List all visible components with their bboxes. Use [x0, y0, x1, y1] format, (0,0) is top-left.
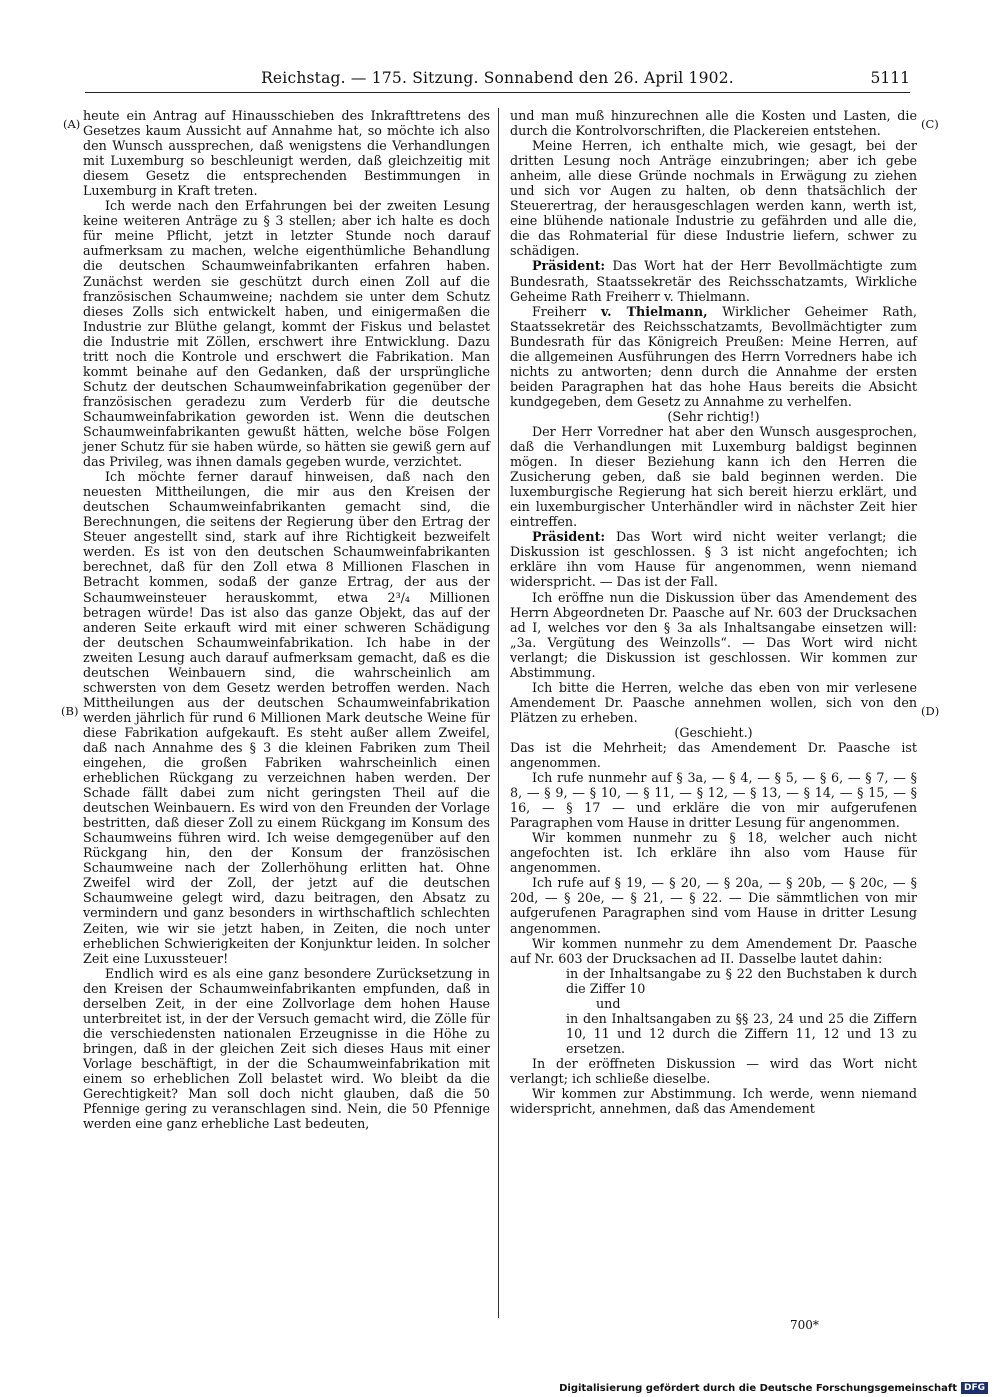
left-column: [83, 108, 490, 1131]
paragraph: Wir kommen nunmehr zu dem Amendement Dr. Paasche auf Nr. 603 der Drucksachen ad II. Dasselbe lautet dahin:: [510, 935, 917, 966]
speech-text: Das Wort hat der Herr Bevollmächtigte zum Bundesrath, Staatssekretär des Reichsschatzamts, Wirkliche Geheime Rath Freiherr v. Thielmann.: [510, 258, 917, 304]
paragraph: Wir kommen nunmehr zu § 18, welcher auch nicht angefochten ist. Ich erkläre ihn also vom Hause für angenommen.: [510, 830, 917, 876]
speaker-name: Präsident:: [532, 258, 606, 274]
paragraph: Ich rufe auf § 19, — § 20, — § 20a, — § 20b, — § 20c, — § 20d, — § 20e, — § 21, — § 22. — Die sämmtlichen von mir aufgerufenen Paragraphen sind vom Hause in dritter Lesung angenommen.: [510, 875, 917, 936]
margin-label-b: (B): [61, 704, 79, 718]
paragraph: Endlich wird es als eine ganz besondere Zurücksetzung in den Kreisen der Schaumweinfabrikanten empfunden, daß in derselben Zeit, in der eine Zollvorlage dem hohen Hause unterbreitet ist, in der der Versuch gemacht wird, die Zölle für die verschiedensten nationalen Erzeugnisse in die Höhe zu bringen, daß in der gleichen Zeit sich dieses Haus mit einer Vorlage beschäftigt, in der die Schaumweinfabrikation mit einem so erheblichen Zoll belastet wird. Wo bleibt da die Gerechtigkeit? Man soll doch nicht glauben, daß die 50 Pfennige gering zu veranschlagen sind. Nein, die 50 Pfennige werden eine ganz erhebliche Last bedeuten,: [83, 965, 490, 1132]
margin-label-d: (D): [921, 704, 940, 718]
page-number: 5111: [870, 69, 910, 87]
sheet-signature: 700*: [790, 1318, 819, 1332]
paragraph: In der eröffneten Diskussion — wird das Wort nicht verlangt; ich schließe dieselbe.: [510, 1055, 917, 1086]
quoted-amendment: in der Inhaltsangabe zu § 22 den Buchstaben k durch die Ziffer 10: [566, 965, 917, 996]
speaker-paragraph: [510, 258, 917, 303]
speaker-prefix: Freiherr: [532, 303, 601, 319]
margin-label-c: (C): [921, 117, 939, 131]
speaker-paragraph: [510, 304, 917, 409]
paragraph: Der Herr Vorredner hat aber den Wunsch ausgesprochen, daß die Verhandlungen mit Luxemburg baldigst beginnen mögen. In dieser Beziehung kann ich den Herren die Zusicherung geben, daß sie bald beginnen werden. Die luxemburgische Regierung hat sich bereit hierzu erklärt, und ein luxemburgischer Unterhändler wird in nächster Zeit hier eintreffen.: [510, 423, 917, 530]
margin-label-a: (A): [63, 117, 81, 131]
paragraph: Ich rufe nunmehr auf § 3a, — § 4, — § 5, — § 6, — § 7, — § 8, — § 9, — § 10, — § 11, — § 12, — § 13, — § 14, — § 15, — § 16, — § 17 — und erkläre die von mir aufgerufenen Paragraphen vom Hause in dritter Lesung für angenommen.: [510, 770, 917, 831]
dfg-logo: DFG: [961, 1382, 988, 1394]
page-title: Reichstag. — 175. Sitzung. Sonnabend den 26. April 1902.: [261, 69, 734, 87]
footer-text: Digitalisierung gefördert durch die Deutsche Forschungsgemeinschaft: [559, 1382, 957, 1394]
quoted-amendment: in den Inhaltsangaben zu §§ 23, 24 und 25 die Ziffern 10, 11 und 12 durch die Ziffern 11, 12 und 13 zu ersetzen.: [566, 1010, 917, 1056]
column-divider: [498, 108, 499, 1318]
page-header: [85, 68, 910, 90]
paragraph: Ich werde nach den Erfahrungen bei der zweiten Lesung keine weiteren Anträge zu § 3 stellen; aber ich halte es doch für meine Pflicht, jetzt in letzter Stunde noch darauf aufmerksam zu machen, welche eigenthümliche Behandlung die deutschen Schaumweinfabrikanten erfahren haben. Zunächst werden sie geschützt durch einen Zoll auf die französischen Schaumweine; nachdem sie unter dem Schutz dieses Zolls sich entwickelt haben, und einigermaßen die Industrie zur Blüthe gelangt, kommt der Fiskus und belastet die Industrie mit Zöllen, erschwert ihre Entwicklung. Dazu tritt noch die Kontrole und erschwert die Fabrikation. Man kommt beinahe auf den Gedanken, daß der ursprüngliche Schutz der deutschen Schaumweinfabrikation gegenüber der französischen geradezu zum Verderb für die deutsche Schaumweinfabrikation geworden ist. Wenn die deutschen Schaumweinfabrikanten gewußt hätten, welche böse Folgen jener Schutz für sie haben würde, so hätten sie gewiß gern auf das Privileg, was ihnen damals gegeben wurde, verzichtet.: [83, 198, 490, 470]
speaker-name: v. Thielmann,: [600, 303, 708, 319]
speaker-name: Präsident:: [532, 529, 606, 545]
speech-text: Wirklicher Geheimer Rath, Staatssekretär des Reichsschatzamts, Bevollmächtigter zum Bundesrath für das Königreich Preußen: Meine Herren, auf die allgemeinen Ausführungen des Herrn Vorredners habe ich nichts zu antworten; denn durch die Annahme der ersten beiden Paragraphen hat das hohe Haus bereits die Absicht kundgegeben, dem Gesetz zu Annahme zu verhelfen.: [510, 303, 918, 409]
paragraph: Meine Herren, ich enthalte mich, wie gesagt, bei der dritten Lesung noch Anträge einzubringen; aber ich gebe anheim, alle diese Gründe nochmals in Erwägung zu ziehen und sich vor Augen zu halten, ob denn thatsächlich der Steuerertrag, der herausgeschlagen werden kann, werth ist, eine blühende nationale Industrie zu gefährden und alle die, die das Rohmaterial für diese Industrie liefern, schwer zu schädigen.: [510, 138, 917, 259]
speaker-paragraph: [510, 529, 917, 589]
paragraph: und man muß hinzurechnen alle die Kosten und Lasten, die durch die Kontrolvorschriften, die Plackereien entstehen.: [510, 108, 917, 139]
footer-credit: [559, 1382, 988, 1394]
right-column: [510, 108, 917, 1116]
paragraph: Wir kommen zur Abstimmung. Ich werde, wenn niemand widerspricht, annehmen, daß das Amendement: [510, 1086, 917, 1117]
quoted-amendment: und: [596, 995, 621, 1011]
interjection: (Sehr richtig!): [667, 408, 760, 424]
paragraph: Ich eröffne nun die Diskussion über das Amendement des Herrn Abgeordneten Dr. Paasche auf Nr. 603 der Drucksachen ad I, welches vor den § 3a als Inhaltsangabe einsetzen will: „3a. Vergütung des Weinzolls“. — Das Wort wird nicht verlangt; die Diskussion ist geschlossen. Wir kommen zur Abstimmung.: [510, 589, 917, 680]
paragraph: heute ein Antrag auf Hinausschieben des Inkrafttretens des Gesetzes kaum Aussicht auf Annahme hat, so möchte ich also den Wunsch aussprechen, daß wenigstens die Verhandlungen mit Luxemburg so beschleunigt werden, daß gleichzeitig mit diesem Gesetz die entsprechenden Bestimmungen in Luxemburg in Kraft treten.: [83, 108, 490, 199]
interjection: (Geschieht.): [674, 724, 753, 740]
paragraph: Ich bitte die Herren, welche das eben von mir verlesene Amendement Dr. Paasche annehmen wollen, sich von den Plätzen zu erheben.: [510, 679, 917, 725]
speech-text: Das Wort wird nicht weiter verlangt; die Diskussion ist geschlossen. § 3 ist nicht angefochten; ich erkläre ihn vom Hause für angenommen, wenn niemand widerspricht. — Das ist der Fall.: [510, 529, 917, 590]
paragraph: Das ist die Mehrheit; das Amendement Dr. Paasche ist angenommen.: [510, 739, 917, 771]
header-rule: [85, 92, 910, 93]
paragraph: Ich möchte ferner darauf hinweisen, daß nach den neuesten Mittheilungen, die mir aus den Kreisen der deutschen Schaumweinfabrikanten gemacht sind, die Berechnungen, die seitens der Regierung über den Ertrag der Steuer angestellt sind, stark auf ihre Richtigkeit bezweifelt werden. Es ist von den deutschen Schaumweinfabrikanten berechnet, daß für den Zoll etwa 8 Millionen Flaschen in Betracht kommen, sodaß der ganze Ertrag, der aus der Schaumweinsteuer herauskommt, etwa 2³/₄ Millionen betragen würde! Das ist also das ganze Objekt, das auf der anderen Seite erkauft wird mit einer schweren Schädigung der deutschen Schaumweinfabrikation. Ich habe in der zweiten Lesung auch darauf aufmerksam gemacht, daß es die deutschen Weinbauern sind, die wahrscheinlich am schwersten von dem Gesetz werden betroffen werden. Nach Mittheilungen aus der deutschen Schaumweinfabrikation werden jährlich für rund 6 Millionen Mark deutsche Weine für diese Fabrikation aufgekauft. Es steht außer allem Zweifel, daß nach Annahme des § 3 die kleinen Fabriken zum Theil eingehen, die großen Fabriken wahrscheinlich einen erheblichen Rückgang zu verzeichnen haben werden. Der Schade fällt dabei zum nicht geringsten Theil auf die deutschen Weinbauern. Es wird von den Freunden der Vorlage bestritten, daß dieser Zoll zu einem Rückgang im Konsum des Schaumweins führen wird. Ich weise demgegenüber auf den Rückgang hin, den der Konsum der französischen Schaumweine nach der Zollerhöhung erlitten hat. Ohne Zweifel wird der Zoll, der jetzt auf die deutschen Schaumweine gelegt wird, dazu beitragen, den Absatz zu vermindern und ganz besonders in wirthschaftlich schlechten Zeiten, wie wir sie jetzt haben, in Zeiten, die noch unter erheblichen Schwierigkeiten der Konjunktur leiden. In solcher Zeit eine Luxussteuer!: [83, 469, 490, 966]
